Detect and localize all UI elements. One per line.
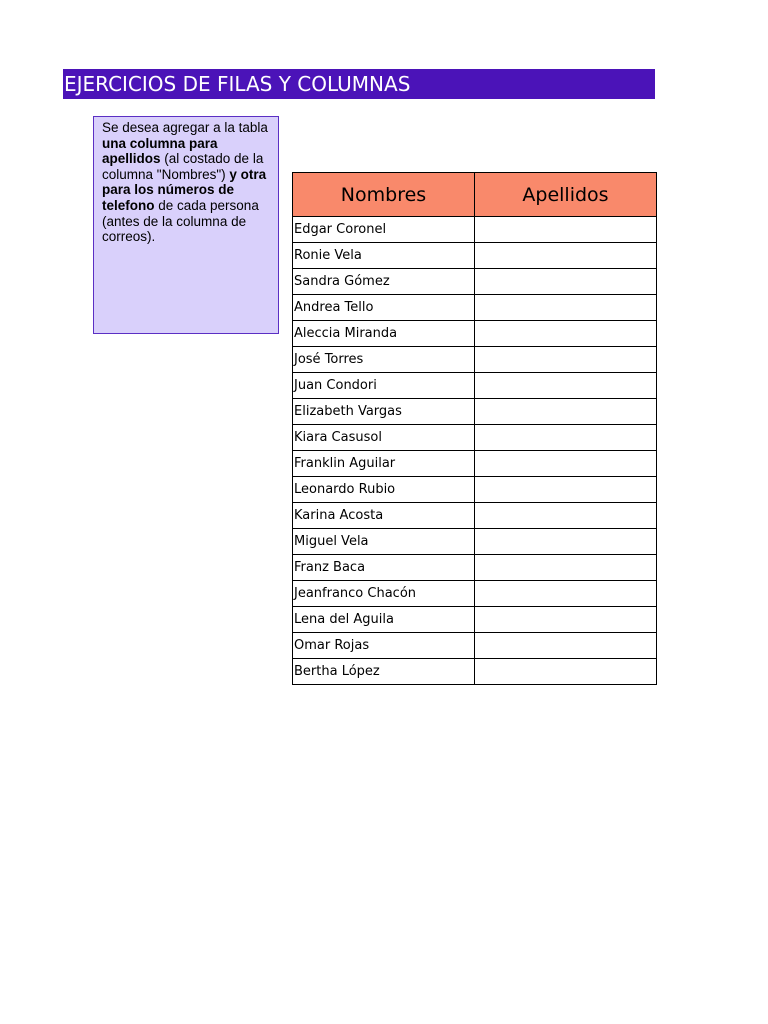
instructions-text: (al costado de la columna "Nombres") [102,151,264,182]
nombre-cell[interactable]: Juan Condori [293,373,475,399]
instructions-emphasis-columna: una columna para apellidos [102,135,218,167]
instructions-box [93,116,279,334]
table-row [293,347,657,373]
nombre-cell[interactable]: Bertha López [293,659,475,685]
apellido-cell[interactable] [475,607,657,633]
table-body [293,217,657,685]
table-header-row [293,173,657,217]
apellido-cell[interactable] [475,217,657,243]
nombre-cell[interactable]: Franz Baca [293,555,475,581]
instructions-text: Se desea agregar a la tabla [102,120,268,135]
header-nombres[interactable]: Nombres [293,173,475,217]
table-row [293,399,657,425]
nombre-cell[interactable]: Omar Rojas [293,633,475,659]
apellido-cell[interactable] [475,347,657,373]
table-row [293,633,657,659]
nombre-cell[interactable]: Lena del Aguila [293,607,475,633]
apellido-cell[interactable] [475,555,657,581]
page-title: EJERCICIOS DE FILAS Y COLUMNAS [63,69,655,99]
instructions-emphasis-telefono: y otra para los números de telefono [102,166,267,213]
table-row [293,581,657,607]
table-row [293,373,657,399]
nombre-cell[interactable]: Leonardo Rubio [293,477,475,503]
table-row [293,295,657,321]
apellido-cell[interactable] [475,269,657,295]
table-row [293,451,657,477]
apellido-cell[interactable] [475,399,657,425]
apellido-cell[interactable] [475,659,657,685]
nombre-cell[interactable]: Elizabeth Vargas [293,399,475,425]
nombre-cell[interactable]: Ronie Vela [293,243,475,269]
table-row [293,269,657,295]
nombre-cell[interactable]: José Torres [293,347,475,373]
names-table [292,172,657,685]
nombre-cell[interactable]: Jeanfranco Chacón [293,581,475,607]
table-row [293,477,657,503]
apellido-cell[interactable] [475,321,657,347]
apellido-cell[interactable] [475,529,657,555]
nombre-cell[interactable]: Aleccia Miranda [293,321,475,347]
nombre-cell[interactable]: Kiara Casusol [293,425,475,451]
nombre-cell[interactable]: Karina Acosta [293,503,475,529]
apellido-cell[interactable] [475,425,657,451]
header-apellidos[interactable]: Apellidos [475,173,657,217]
nombre-cell[interactable]: Sandra Gómez [293,269,475,295]
nombre-cell[interactable]: Franklin Aguilar [293,451,475,477]
apellido-cell[interactable] [475,295,657,321]
apellido-cell[interactable] [475,243,657,269]
nombre-cell[interactable]: Andrea Tello [293,295,475,321]
table-row [293,321,657,347]
apellido-cell[interactable] [475,451,657,477]
apellido-cell[interactable] [475,581,657,607]
table-row [293,529,657,555]
table-row [293,217,657,243]
table-row [293,503,657,529]
apellido-cell[interactable] [475,477,657,503]
table-row [293,555,657,581]
nombre-cell[interactable]: Edgar Coronel [293,217,475,243]
instructions-text: de cada persona (antes de la columna de correos). [102,197,259,245]
table-row [293,243,657,269]
table-row [293,425,657,451]
apellido-cell[interactable] [475,373,657,399]
table-row [293,659,657,685]
table-row [293,607,657,633]
apellido-cell[interactable] [475,503,657,529]
nombre-cell[interactable]: Miguel Vela [293,529,475,555]
apellido-cell[interactable] [475,633,657,659]
